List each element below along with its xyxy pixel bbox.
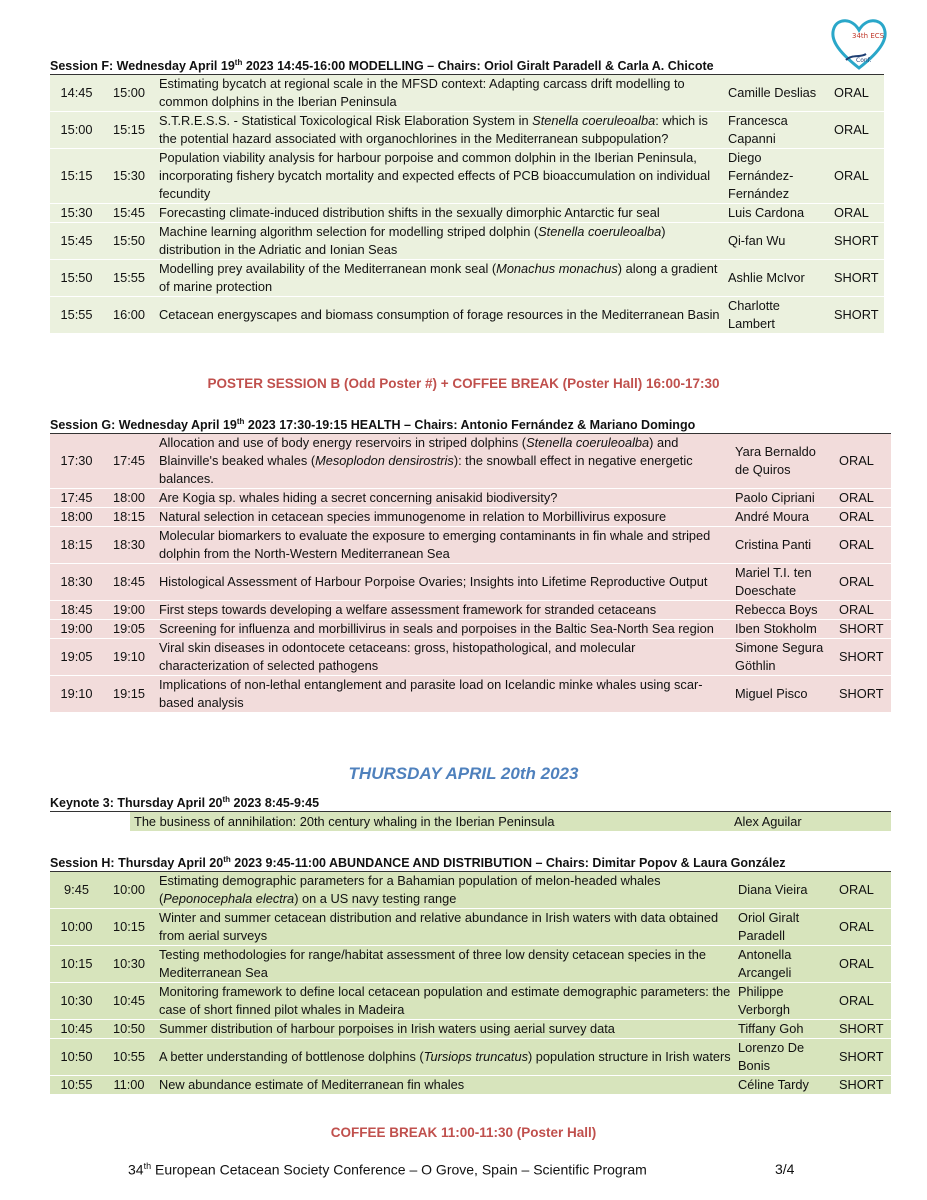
talk-start-time: 18:30 xyxy=(50,564,103,601)
talk-type: SHORT xyxy=(835,1020,891,1039)
talk-row xyxy=(50,489,891,508)
talk-row xyxy=(50,260,884,297)
session-f-title: Session F: Wednesday April 19th 2023 14:45-16:00 MODELLING – Chairs: Oriol Giralt Paradell & Carla A. Chicote xyxy=(50,58,714,74)
talk-title: Implications of non-lethal entanglement and parasite load on Icelandic minke whales using scar-based analysis xyxy=(155,676,731,713)
talk-end-time: 10:00 xyxy=(103,872,155,909)
session-h-title: Session H: Thursday April 20th 2023 9:45-11:00 ABUNDANCE AND DISTRIBUTION – Chairs: Dimitar Popov & Laura González xyxy=(50,855,786,871)
talk-start-time: 10:00 xyxy=(50,909,103,946)
talk-end-time: 18:00 xyxy=(103,489,155,508)
talk-row xyxy=(50,75,884,112)
keynote-3-title: Keynote 3: Thursday April 20th 2023 8:45-9:45 xyxy=(50,795,320,811)
talk-end-time: 19:05 xyxy=(103,620,155,639)
talk-end-time: 10:15 xyxy=(103,909,155,946)
talk-row xyxy=(50,204,884,223)
svg-text:34th ECS: 34th ECS xyxy=(852,32,885,40)
talk-title: Screening for influenza and morbillivirus in seals and porpoises in the Baltic Sea-North Sea region xyxy=(155,620,731,639)
talk-row xyxy=(50,639,891,676)
talk-type: SHORT xyxy=(835,1076,891,1095)
talk-title: Estimating demographic parameters for a Bahamian population of melon-headed whales (Peponocephala electra) on a US navy testing range xyxy=(155,872,734,909)
talk-end-time: 19:00 xyxy=(103,601,155,620)
talk-title: New abundance estimate of Mediterranean fin whales xyxy=(155,1076,734,1095)
talk-title: Forecasting climate-induced distribution shifts in the sexually dimorphic Antarctic fur seal xyxy=(155,204,724,223)
talk-row xyxy=(50,983,891,1020)
talk-row xyxy=(50,909,891,946)
talk-title: Natural selection in cetacean species immunogenome in relation to Morbillivirus exposure xyxy=(155,508,731,527)
talk-end-time: 10:45 xyxy=(103,983,155,1020)
talk-type: SHORT xyxy=(835,676,891,713)
talk-end-time: 15:50 xyxy=(103,223,155,260)
talk-end-time: 18:45 xyxy=(103,564,155,601)
talk-start-time: 15:00 xyxy=(50,112,103,149)
talk-start-time: 10:15 xyxy=(50,946,103,983)
talk-row xyxy=(50,112,884,149)
talk-title: Viral skin diseases in odontocete cetaceans: gross, histopathological, and molecular characterization of selected pathogens xyxy=(155,639,731,676)
talk-speaker: Charlotte Lambert xyxy=(724,297,830,334)
talk-type: SHORT xyxy=(835,1039,891,1076)
talk-start-time: 10:45 xyxy=(50,1020,103,1039)
session-g-table xyxy=(50,433,891,713)
talk-speaker: Luis Cardona xyxy=(724,204,830,223)
talk-start-time: 18:00 xyxy=(50,508,103,527)
talk-start-time: 19:00 xyxy=(50,620,103,639)
talk-start-time: 18:45 xyxy=(50,601,103,620)
talk-title: Allocation and use of body energy reservoirs in striped dolphins (Stenella coeruleoalba) and Blainville's beaked whales (Mesoplodon densirostris): the snowball effect in negative energetic balances. xyxy=(155,434,731,489)
talk-speaker: Rebecca Boys xyxy=(731,601,835,620)
talk-row xyxy=(50,223,884,260)
talk-start-time: 9:45 xyxy=(50,872,103,909)
talk-end-time: 15:30 xyxy=(103,149,155,204)
talk-end-time: 18:30 xyxy=(103,527,155,564)
talk-end-time: 18:15 xyxy=(103,508,155,527)
talk-row xyxy=(50,872,891,909)
talk-speaker: Iben Stokholm xyxy=(731,620,835,639)
talk-type: ORAL xyxy=(835,434,891,489)
talk-speaker: Tiffany Goh xyxy=(734,1020,835,1039)
talk-end-time: 10:30 xyxy=(103,946,155,983)
keynote-3 xyxy=(50,792,891,832)
talk-title: Modelling prey availability of the Mediterranean monk seal (Monachus monachus) along a gradient of marine protection xyxy=(155,260,724,297)
keynote-talk-title: The business of annihilation: 20th century whaling in the Iberian Peninsula xyxy=(130,812,730,832)
talk-speaker: Mariel T.I. ten Doeschate xyxy=(731,564,835,601)
talk-speaker: Cristina Panti xyxy=(731,527,835,564)
talk-start-time: 10:50 xyxy=(50,1039,103,1076)
talk-speaker: Diana Vieira xyxy=(734,872,835,909)
talk-speaker: Camille Deslias xyxy=(724,75,830,112)
talk-title: Winter and summer cetacean distribution and relative abundance in Irish waters with data obtained from aerial surveys xyxy=(155,909,734,946)
talk-speaker: Lorenzo De Bonis xyxy=(734,1039,835,1076)
talk-start-time: 17:30 xyxy=(50,434,103,489)
talk-end-time: 16:00 xyxy=(103,297,155,334)
talk-speaker: Philippe Verborgh xyxy=(734,983,835,1020)
thursday-heading: THURSDAY APRIL 20th 2023 xyxy=(348,764,579,783)
talk-end-time: 15:15 xyxy=(103,112,155,149)
session-g-title: Session G: Wednesday April 19th 2023 17:30-19:15 HEALTH – Chairs: Antonio Fernández & Mariano Domingo xyxy=(50,417,696,433)
talk-row xyxy=(50,149,884,204)
session-g xyxy=(50,414,891,713)
talk-title: S.T.R.E.S.S. - Statistical Toxicological Risk Elaboration System in Stenella coeruleoalba: which is the potential hazard associated with organochlorines in the Mediterranean subpopulation? xyxy=(155,112,724,149)
talk-type: ORAL xyxy=(835,527,891,564)
talk-type: ORAL xyxy=(835,946,891,983)
talk-type: ORAL xyxy=(835,489,891,508)
talk-title: Estimating bycatch at regional scale in the MFSD context: Adapting carcass drift modelling to common dolphins in the Iberian Peninsula xyxy=(155,75,724,112)
page-number: 3/4 xyxy=(775,1161,795,1177)
talk-type: ORAL xyxy=(835,909,891,946)
talk-type: ORAL xyxy=(830,204,884,223)
talk-speaker: André Moura xyxy=(731,508,835,527)
talk-speaker: Antonella Arcangeli xyxy=(734,946,835,983)
talk-type: SHORT xyxy=(830,223,884,260)
talk-start-time: 19:10 xyxy=(50,676,103,713)
talk-row xyxy=(50,620,891,639)
talk-row xyxy=(50,676,891,713)
talk-row xyxy=(50,527,891,564)
session-h xyxy=(50,852,891,1095)
talk-title: Molecular biomarkers to evaluate the exposure to emerging contaminants in fin whale and striped dolphin from the North-Western Mediterranean Sea xyxy=(155,527,731,564)
talk-start-time: 14:45 xyxy=(50,75,103,112)
talk-type: ORAL xyxy=(835,983,891,1020)
talk-type: SHORT xyxy=(835,620,891,639)
talk-start-time: 19:05 xyxy=(50,639,103,676)
talk-speaker: Ashlie McIvor xyxy=(724,260,830,297)
keynote-row xyxy=(50,812,891,832)
talk-start-time: 18:15 xyxy=(50,527,103,564)
talk-type: ORAL xyxy=(835,601,891,620)
talk-type: ORAL xyxy=(830,75,884,112)
talk-title: Summer distribution of harbour porpoises in Irish waters using aerial survey data xyxy=(155,1020,734,1039)
talk-end-time: 11:00 xyxy=(103,1076,155,1095)
footer-text: 34th European Cetacean Society Conference – O Grove, Spain – Scientific Program xyxy=(128,1161,647,1178)
keynote-speaker: Alex Aguilar xyxy=(730,812,891,832)
talk-title: Histological Assessment of Harbour Porpoise Ovaries; Insights into Lifetime Reproductive Output xyxy=(155,564,731,601)
session-h-table xyxy=(50,871,891,1095)
talk-row xyxy=(50,1020,891,1039)
talk-start-time: 15:50 xyxy=(50,260,103,297)
talk-type: SHORT xyxy=(830,297,884,334)
talk-row xyxy=(50,1039,891,1076)
coffee-break: COFFEE BREAK 11:00-11:30 (Poster Hall) xyxy=(330,1125,597,1140)
session-f xyxy=(50,55,884,334)
talk-row xyxy=(50,601,891,620)
talk-speaker: Miguel Pisco xyxy=(731,676,835,713)
talk-end-time: 15:00 xyxy=(103,75,155,112)
poster-session-b: POSTER SESSION B (Odd Poster #) + COFFEE BREAK (Poster Hall) 16:00-17:30 xyxy=(207,376,720,391)
talk-start-time: 10:55 xyxy=(50,1076,103,1095)
keynote-3-table xyxy=(50,811,891,832)
talk-start-time: 10:30 xyxy=(50,983,103,1020)
talk-end-time: 15:55 xyxy=(103,260,155,297)
talk-end-time: 19:15 xyxy=(103,676,155,713)
session-f-table xyxy=(50,74,884,334)
talk-start-time: 15:55 xyxy=(50,297,103,334)
talk-title: A better understanding of bottlenose dolphins (Tursiops truncatus) population structure in Irish waters xyxy=(155,1039,734,1076)
talk-type: SHORT xyxy=(835,639,891,676)
talk-speaker: Diego Fernández-Fernández xyxy=(724,149,830,204)
talk-speaker: Qi-fan Wu xyxy=(724,223,830,260)
talk-type: ORAL xyxy=(835,872,891,909)
talk-title: Are Kogia sp. whales hiding a secret concerning anisakid biodiversity? xyxy=(155,489,731,508)
talk-row xyxy=(50,508,891,527)
talk-speaker: Francesca Capanni xyxy=(724,112,830,149)
talk-end-time: 10:50 xyxy=(103,1020,155,1039)
talk-speaker: Oriol Giralt Paradell xyxy=(734,909,835,946)
talk-speaker: Simone Segura Göthlin xyxy=(731,639,835,676)
talk-title: Monitoring framework to define local cetacean population and estimate demographic parameters: the case of short finned pilot whales in Madeira xyxy=(155,983,734,1020)
talk-row xyxy=(50,946,891,983)
talk-start-time: 15:15 xyxy=(50,149,103,204)
talk-row xyxy=(50,434,891,489)
talk-type: ORAL xyxy=(830,112,884,149)
talk-row xyxy=(50,1076,891,1095)
talk-type: ORAL xyxy=(835,508,891,527)
talk-start-time: 15:30 xyxy=(50,204,103,223)
talk-title: First steps towards developing a welfare assessment framework for stranded cetaceans xyxy=(155,601,731,620)
talk-title: Population viability analysis for harbour porpoise and common dolphin in the Iberian Peninsula, incorporating fishery bycatch mortality and expected effects of PCB bioaccumulation on individual fecundity xyxy=(155,149,724,204)
talk-type: SHORT xyxy=(830,260,884,297)
talk-end-time: 10:55 xyxy=(103,1039,155,1076)
talk-type: ORAL xyxy=(830,149,884,204)
talk-end-time: 15:45 xyxy=(103,204,155,223)
talk-speaker: Paolo Cipriani xyxy=(731,489,835,508)
talk-end-time: 19:10 xyxy=(103,639,155,676)
talk-title: Machine learning algorithm selection for modelling striped dolphin (Stenella coeruleoalba) distribution in the Adriatic and Ionian Seas xyxy=(155,223,724,260)
talk-start-time: 17:45 xyxy=(50,489,103,508)
talk-type: ORAL xyxy=(835,564,891,601)
svg-text:Conf.: Conf. xyxy=(856,57,872,64)
talk-start-time: 15:45 xyxy=(50,223,103,260)
talk-row xyxy=(50,297,884,334)
talk-end-time: 17:45 xyxy=(103,434,155,489)
talk-speaker: Yara Bernaldo de Quiros xyxy=(731,434,835,489)
talk-title: Testing methodologies for range/habitat assessment of three low density cetacean species in the Mediterranean Sea xyxy=(155,946,734,983)
talk-title: Cetacean energyscapes and biomass consumption of forage resources in the Mediterranean Basin xyxy=(155,297,724,334)
talk-row xyxy=(50,564,891,601)
talk-speaker: Céline Tardy xyxy=(734,1076,835,1095)
